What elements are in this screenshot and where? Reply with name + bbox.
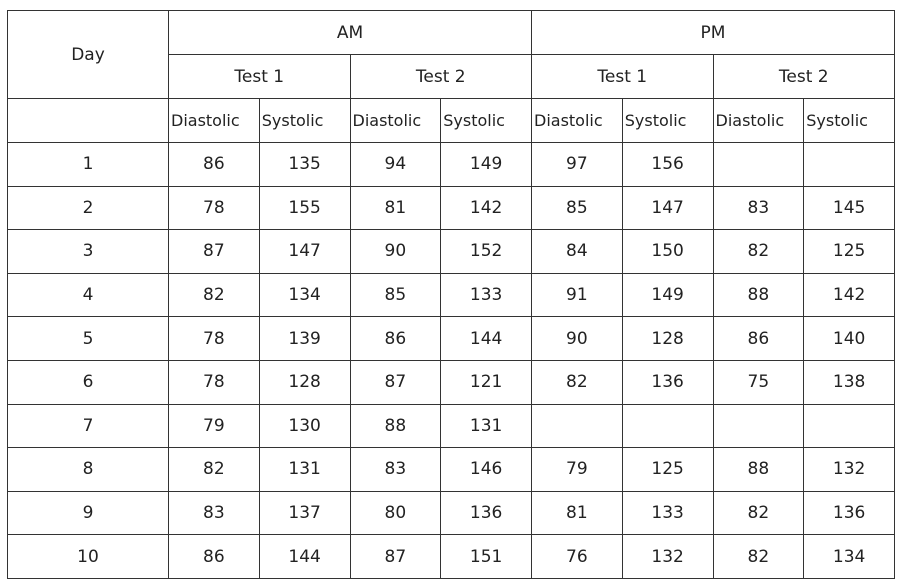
cell-pm-t2-d: 86 [713, 317, 804, 361]
cell-am-t2-s: 149 [441, 143, 532, 187]
header-pm-t2-diastolic: Diastolic [713, 99, 804, 143]
cell-pm-t2-d: 83 [713, 186, 804, 230]
cell-am-t1-s: 139 [259, 317, 350, 361]
cell-pm-t2-s [804, 404, 895, 448]
cell-pm-t1-s: 128 [622, 317, 713, 361]
cell-pm-t1-d: 81 [532, 491, 623, 535]
cell-pm-t2-d [713, 404, 804, 448]
cell-day: 7 [8, 404, 169, 448]
cell-am-t1-s: 131 [259, 448, 350, 492]
cell-pm-t1-d: 82 [532, 360, 623, 404]
cell-am-t2-s: 142 [441, 186, 532, 230]
cell-am-t1-s: 135 [259, 143, 350, 187]
cell-pm-t2-s: 145 [804, 186, 895, 230]
cell-pm-t1-d: 85 [532, 186, 623, 230]
table-row [8, 273, 895, 317]
cell-am-t1-d: 78 [169, 360, 260, 404]
cell-am-t1-d: 78 [169, 186, 260, 230]
table-row [8, 143, 895, 187]
cell-pm-t2-d [713, 143, 804, 187]
cell-day: 2 [8, 186, 169, 230]
header-day-blank [8, 99, 169, 143]
cell-pm-t1-s: 133 [622, 491, 713, 535]
header-am: AM [169, 11, 532, 55]
table-row [8, 230, 895, 274]
cell-am-t2-d: 86 [350, 317, 441, 361]
cell-am-t2-s: 144 [441, 317, 532, 361]
cell-am-t2-s: 136 [441, 491, 532, 535]
cell-am-t2-d: 94 [350, 143, 441, 187]
cell-day: 9 [8, 491, 169, 535]
cell-am-t1-s: 155 [259, 186, 350, 230]
cell-pm-t2-s [804, 143, 895, 187]
cell-pm-t1-d [532, 404, 623, 448]
cell-am-t2-d: 80 [350, 491, 441, 535]
table-row [8, 317, 895, 361]
cell-am-t1-s: 144 [259, 535, 350, 579]
cell-pm-t2-d: 88 [713, 448, 804, 492]
cell-pm-t1-s: 125 [622, 448, 713, 492]
header-day: Day [8, 11, 169, 99]
table-row [8, 535, 895, 579]
cell-am-t1-d: 86 [169, 143, 260, 187]
cell-am-t2-d: 81 [350, 186, 441, 230]
cell-am-t2-d: 83 [350, 448, 441, 492]
cell-pm-t1-s: 149 [622, 273, 713, 317]
header-am-t2-diastolic: Diastolic [350, 99, 441, 143]
cell-day: 8 [8, 448, 169, 492]
cell-pm-t2-s: 134 [804, 535, 895, 579]
header-pm-t2-systolic: Systolic [804, 99, 895, 143]
table-row [8, 404, 895, 448]
cell-pm-t1-s: 132 [622, 535, 713, 579]
blood-pressure-table [7, 10, 895, 579]
cell-day: 6 [8, 360, 169, 404]
cell-am-t1-s: 147 [259, 230, 350, 274]
header-pm-t1-systolic: Systolic [622, 99, 713, 143]
cell-am-t2-s: 131 [441, 404, 532, 448]
cell-am-t1-d: 82 [169, 448, 260, 492]
cell-pm-t1-s: 150 [622, 230, 713, 274]
cell-am-t1-d: 78 [169, 317, 260, 361]
cell-pm-t1-d: 91 [532, 273, 623, 317]
cell-pm-t2-s: 138 [804, 360, 895, 404]
table-row [8, 360, 895, 404]
cell-pm-t1-d: 79 [532, 448, 623, 492]
cell-am-t1-d: 87 [169, 230, 260, 274]
cell-day: 5 [8, 317, 169, 361]
cell-am-t1-s: 134 [259, 273, 350, 317]
cell-pm-t1-s: 156 [622, 143, 713, 187]
header-pm-t1-diastolic: Diastolic [532, 99, 623, 143]
cell-pm-t2-d: 82 [713, 491, 804, 535]
cell-pm-t1-s: 147 [622, 186, 713, 230]
table-row [8, 186, 895, 230]
cell-pm-t1-s: 136 [622, 360, 713, 404]
cell-am-t1-s: 130 [259, 404, 350, 448]
cell-pm-t1-d: 97 [532, 143, 623, 187]
header-am-test2: Test 2 [350, 55, 532, 99]
cell-pm-t1-d: 90 [532, 317, 623, 361]
header-am-t1-systolic: Systolic [259, 99, 350, 143]
cell-pm-t2-s: 125 [804, 230, 895, 274]
cell-am-t2-s: 151 [441, 535, 532, 579]
cell-am-t2-d: 87 [350, 535, 441, 579]
cell-pm-t2-d: 88 [713, 273, 804, 317]
header-pm-test2: Test 2 [713, 55, 895, 99]
cell-am-t1-s: 137 [259, 491, 350, 535]
header-am-t2-systolic: Systolic [441, 99, 532, 143]
cell-am-t2-s: 152 [441, 230, 532, 274]
cell-pm-t1-d: 84 [532, 230, 623, 274]
cell-am-t2-s: 133 [441, 273, 532, 317]
cell-am-t2-d: 87 [350, 360, 441, 404]
cell-am-t2-d: 85 [350, 273, 441, 317]
table-row [8, 491, 895, 535]
cell-day: 1 [8, 143, 169, 187]
table-body [8, 143, 895, 579]
cell-am-t2-d: 88 [350, 404, 441, 448]
cell-pm-t2-s: 140 [804, 317, 895, 361]
cell-am-t1-d: 82 [169, 273, 260, 317]
cell-pm-t2-d: 82 [713, 230, 804, 274]
cell-am-t2-d: 90 [350, 230, 441, 274]
cell-pm-t1-d: 76 [532, 535, 623, 579]
cell-pm-t2-s: 132 [804, 448, 895, 492]
cell-pm-t2-s: 142 [804, 273, 895, 317]
header-pm: PM [532, 11, 895, 55]
cell-pm-t1-s [622, 404, 713, 448]
cell-pm-t2-s: 136 [804, 491, 895, 535]
cell-am-t1-d: 83 [169, 491, 260, 535]
header-pm-test1: Test 1 [532, 55, 714, 99]
cell-pm-t2-d: 82 [713, 535, 804, 579]
cell-am-t2-s: 146 [441, 448, 532, 492]
cell-am-t2-s: 121 [441, 360, 532, 404]
cell-am-t1-s: 128 [259, 360, 350, 404]
header-am-test1: Test 1 [169, 55, 351, 99]
header-am-t1-diastolic: Diastolic [169, 99, 260, 143]
cell-pm-t2-d: 75 [713, 360, 804, 404]
cell-day: 3 [8, 230, 169, 274]
cell-day: 10 [8, 535, 169, 579]
table-row [8, 448, 895, 492]
cell-am-t1-d: 86 [169, 535, 260, 579]
cell-day: 4 [8, 273, 169, 317]
cell-am-t1-d: 79 [169, 404, 260, 448]
